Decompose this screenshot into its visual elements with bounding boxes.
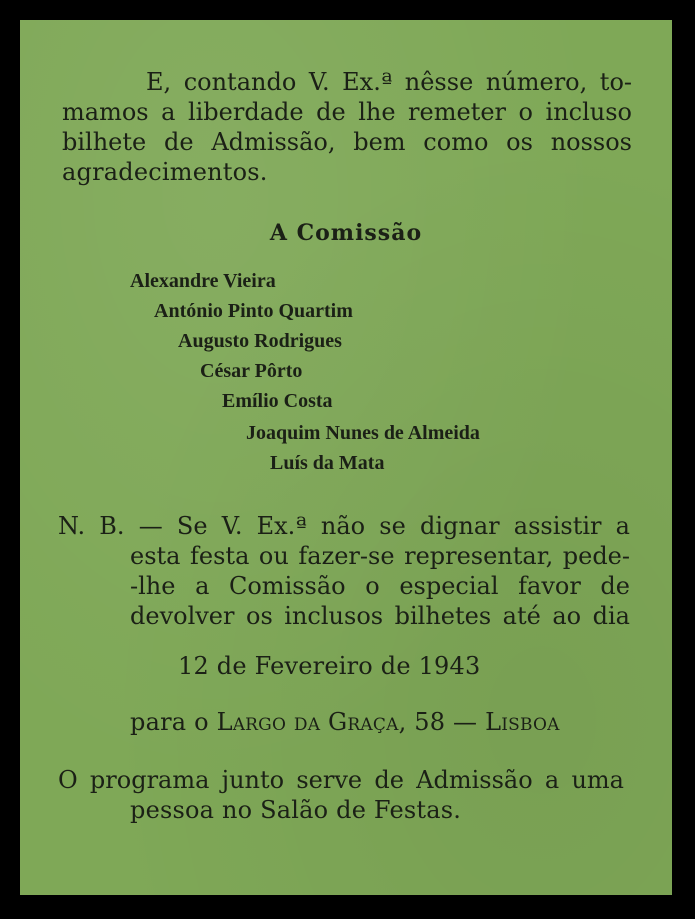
address-place: Largo da Graça (216, 708, 399, 736)
intro-line-1: E, contando V. Ex.ª nêsse número, to- (146, 68, 632, 96)
return-address (130, 708, 560, 736)
invitation-card (20, 20, 672, 895)
nb-line-1: N. B. — Se V. Ex.ª não se dignar assistir a (58, 512, 630, 540)
intro-line-4: agradecimentos. (62, 158, 268, 186)
nb-line-2: esta festa ou fazer-se representar, pede- (130, 542, 630, 570)
address-city: Lisboa (485, 708, 560, 736)
program-line-1: O programa junto serve de Admissão a uma (58, 766, 624, 794)
member-name: César Pôrto (200, 360, 303, 382)
member-name: Alexandre Vieira (130, 270, 276, 292)
intro-line-2: mamos a liberdade de lhe remeter o incluso (62, 98, 632, 126)
address-suffix: , 58 — (398, 708, 486, 736)
intro-line-3: bilhete de Admissão, bem como os nossos (62, 128, 632, 156)
member-name: Luís da Mata (270, 452, 385, 474)
member-name: Augusto Rodrigues (178, 330, 342, 352)
return-date: 12 de Fevereiro de 1943 (178, 652, 481, 680)
member-name: Joaquim Nunes de Almeida (246, 422, 480, 444)
commission-title: A Comissão (269, 220, 423, 246)
nb-line-3: -lhe a Comissão o especial favor de (130, 572, 630, 600)
nb-line-4: devolver os inclusos bilhetes até ao dia (130, 602, 630, 630)
program-line-2: pessoa no Salão de Festas. (130, 796, 462, 824)
member-name: António Pinto Quartim (154, 300, 353, 322)
member-name: Emílio Costa (222, 390, 333, 412)
address-prefix: para o (130, 708, 217, 736)
